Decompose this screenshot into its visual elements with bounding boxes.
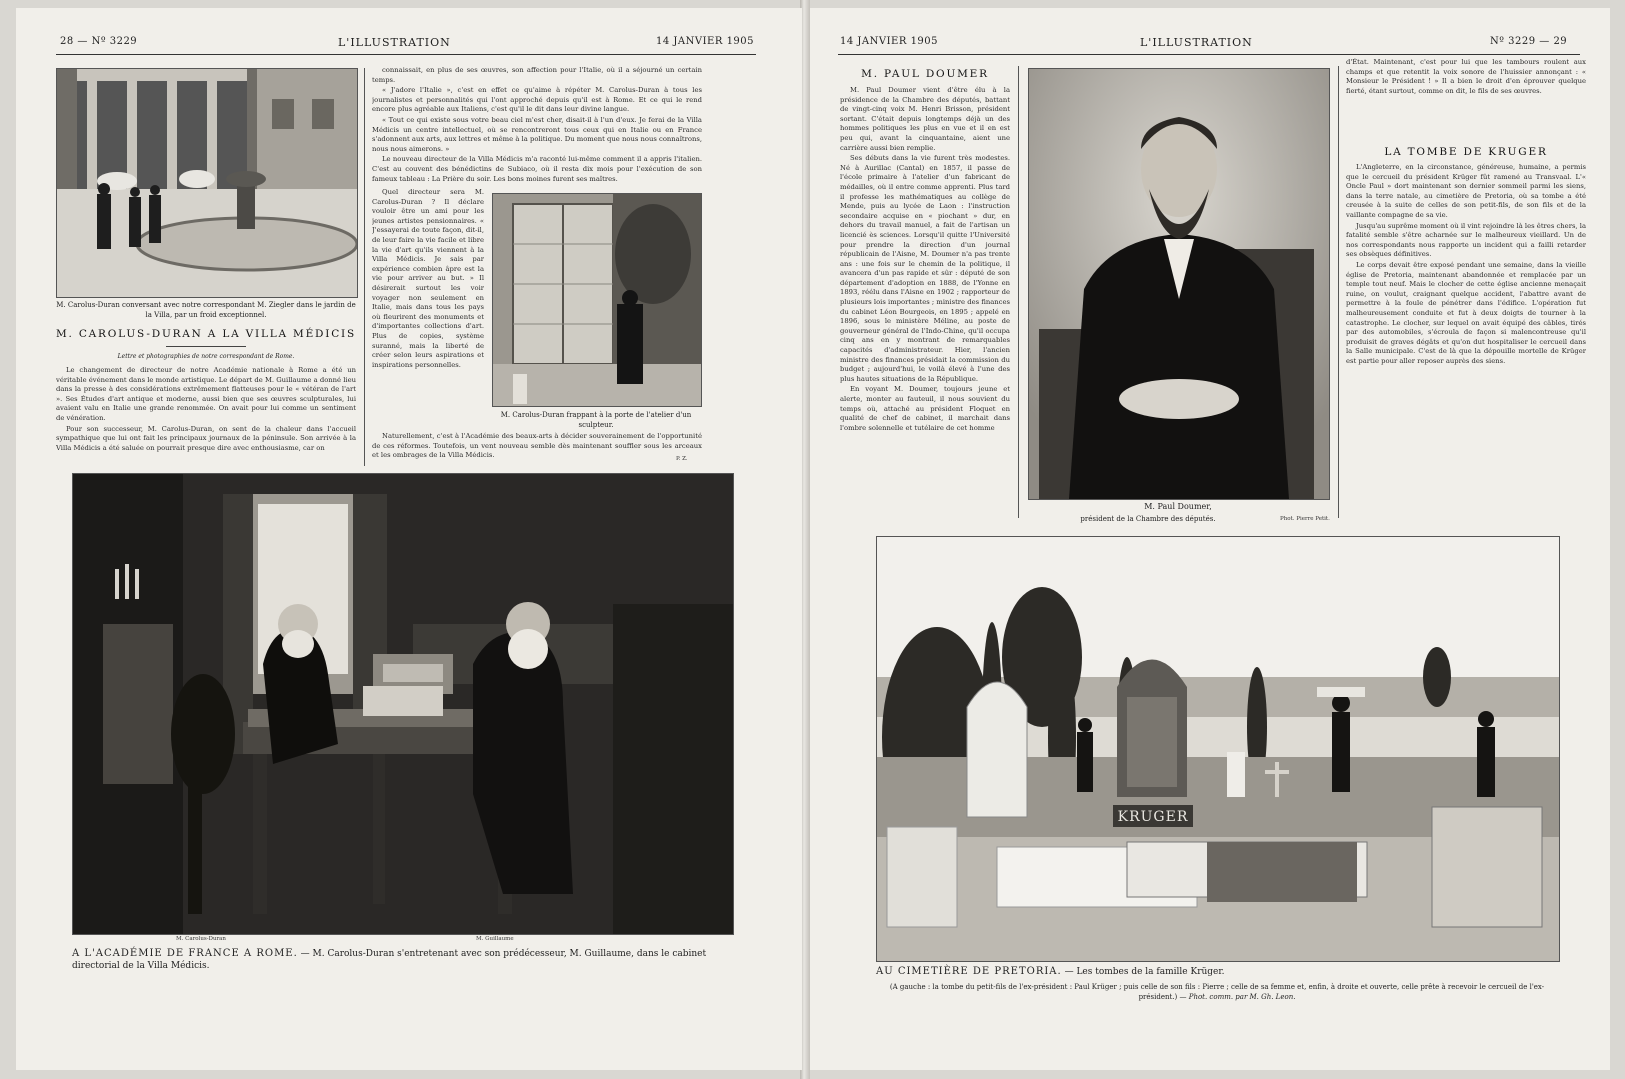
villa-garden-caption: M. Carolus-Duran conversant avec notre correspondant M. Ziegler dans le jardin de la Villa, par un froid exceptionnel.	[56, 301, 356, 319]
column-divider	[1018, 66, 1019, 518]
carolus-article-col2-side	[372, 188, 484, 428]
cemetery-caption-text: — Les tombes de la famille Krüger.	[1064, 967, 1225, 977]
kruger-paragraph: L'Angleterre, en la circonstance, généreuse, humaine, a permis que le cercueil du président Krüger fût ramené au Transvaal. L'« Oncle Paul » dort maintenant son dernier sommeil parmi les siens, dans la terre natale, au cimetière de Pretoria, où sa tombe a été creusée à la suite de celles de son petit-fils, de son fils et de la vaillante compagne de sa vie.	[1346, 163, 1586, 219]
left-page-number: 28 — Nº 3229	[60, 36, 138, 47]
doumer-portrait-name: M. Paul Doumer,	[1144, 502, 1212, 511]
doumer-article	[840, 86, 1010, 516]
carolus-article-title: M. CAROLUS-DURAN A LA VILLA MÉDICIS	[56, 328, 356, 340]
pretoria-cemetery-photo	[876, 536, 1560, 962]
col2-paragraph: connaissait, en plus de ses œuvres, son affection pour l'Italie, où il a séjourné un certain temps.	[372, 66, 702, 84]
doumer-paragraph: En voyant M. Doumer, toujours jeune et alerte, monter au fauteuil, il nous souvient du temps où, attaché au président Floquet en qualité de chef de cabinet, il marchait dans l'ombre solennelle et tutélaire de cet homme	[840, 385, 1010, 432]
cemetery-caption	[876, 966, 1558, 978]
col2-paragraph: Quel directeur sera M. Carolus-Duran ? Il déclare vouloir être un ami pour les jeunes artistes pensionnaires. « J'essayerai de toute façon, dit-il, de leur faire la vie facile et libre la vie d'art qu'ils viennent à la Villa Médicis. Je sais par expérience combien âpre est la vie pour arriver au but. » Il désirerait surtout les voir voyager non seulement en Italie, mais dans tous les pays où fleurirent des monuments et d'importantes collections d'art. Plus de copies, système suranné, mais la liberté de créer selon leurs aspirations et inspirations personnelles.	[372, 188, 484, 369]
left-masthead: L'ILLUSTRATION	[338, 36, 451, 49]
doumer-portrait-photo	[1028, 68, 1330, 500]
col2-paragraph: « Tout ce qui existe sous votre beau ciel m'est cher, disait-il à l'un d'eux. Je ferai de la Villa Médicis un centre intellectuel, où se rencontreront tous ceux qui en Italie ou en France s'adonnent aux arts, aux lettres et même à la politique. Du moment que nous nous connaîtrons, nous nous aimerons. »	[372, 115, 702, 153]
col1-paragraph: Le changement de directeur de notre Académie nationale à Rome a été un véritable événement dans le monde artistique. Le départ de M. Guillaume a donné lieu dans la presse à des considérations extrêmement flatteuses pour le « vétéran de l'art ». Ses Études d'art antique et moderne, aussi bien que ses œuvres sculpturales, lui avaient valu en Italie une grande renommée. On avait pour lui comme un sentiment de vénération.	[56, 366, 356, 422]
carolus-article-sub: Lettre et photographies de notre correspondant de Rome.	[117, 353, 295, 360]
photo-label-left: M. Carolus-Duran	[176, 936, 226, 942]
kruger-intro	[1346, 58, 1586, 148]
carolus-article-col2-end	[372, 432, 702, 462]
doumer-title: M. PAUL DOUMER	[861, 68, 989, 80]
kruger-paragraph: Le corps devait être exposé pendant une semaine, dans la vieille église de Pretoria, maintenant abandonnée et remplacée par un temple tout neuf. Mais le clocher de cette église ancienne menaçait ruine, on voulut, craignant quelque accident, l'abattre avant de permettre à la foule de pénétrer dans l'édifice. L'opération fut malheureusement conduite et fut à deux doigts de tourner à la catastrophe. Le clocher, sur lequel on avait équipé des câbles, tirés par des automobiles, s'écroula de façon si malencontreuse qu'il produisit de graves dégâts et qu'on dut hospitaliser le cercueil dans la Salle municipale. C'est de là que la dépouille mortelle de Krüger est partie pour aller reposer auprès des siens.	[1346, 260, 1586, 365]
col2-paragraph: Naturellement, c'est à l'Académie des beaux-arts à décider souverainement de l'opportunité de ces réformes. Toutefois, un vent nouveau semble dès maintenant souffler sous les arceaux et les ombrages de la Villa Médicis.	[372, 432, 702, 460]
academy-caption-title: A L'ACADÉMIE DE FRANCE A ROME.	[72, 948, 298, 959]
right-page-number: Nº 3229 — 29	[1490, 36, 1568, 47]
col2-paragraph: « J'adore l'Italie », c'est en effet ce qu'aime à répéter M. Carolus-Duran à tous les journalistes et personnalités qui l'ont approché depuis qu'il est à Rome. Et ce qui le rend encore plus agréable aux Italiens, c'est qu'il le dit dans leur divine langue.	[372, 86, 702, 114]
column-divider	[1338, 66, 1339, 518]
cemetery-photo-credit: Phot. comm. par M. Gh. Leon.	[1188, 993, 1296, 1001]
doumer-portrait-role: président de la Chambre des députés.	[1080, 515, 1216, 523]
left-page	[16, 8, 802, 1070]
cemetery-caption-detail-block	[876, 982, 1558, 1002]
right-masthead: L'ILLUSTRATION	[1140, 36, 1253, 49]
column-divider	[364, 68, 365, 466]
col1-paragraph: Pour son successeur, M. Carolus-Duran, on sent de la chaleur dans l'accueil sympathique que lui ont fait les principaux journaux de la péninsule. Son arrivée à la Villa Médicis a été saluée on pourrait presque dire avec enthousiasme, car on	[56, 424, 356, 452]
academy-caption	[72, 948, 732, 972]
article-signature: P. Z.	[676, 456, 688, 462]
col2-paragraph: Le nouveau directeur de la Villa Médicis m'a raconté lui-même comment il a appris l'italien. C'est au couvent des bénédictins de Subiaco, où il resta dix mois pour l'exécution de son fameux tableau : La Prière du soir. Les bons moines furent ses maîtres.	[372, 155, 702, 183]
kruger-article	[1346, 163, 1586, 519]
carolus-article-col1	[56, 366, 356, 466]
doumer-paragraph: Ses débuts dans la vie furent très modestes. Né à Aurillac (Cantal) en 1857, il passe de l'école primaire à l'atelier d'un fabricant de médailles, où il entre comme apprenti. Plus tard il professe les mathématiques au collège de Mende, puis au lycée de Laon : l'instruction secondaire acquise en « piochant » dur, en dehors du travail manuel, a fait de l'artisan un licencié ès sciences. Lorsqu'il quitte l'Université pour prendre la direction d'un journal républicain de l'Aisne, M. Doumer n'a pas trente ans : une fois sur le chemin de la politique, il avancera d'un pas rapide et sûr : député de son département d'adoption en 1888, de l'Yonne en 1893, réélu dans l'Aisne en 1902 ; rapporteur de plusieurs lois importantes ; ministre des finances du cabinet Léon Bourgeois, en 1895 ; appelé en 1896, sous le ministère Méline, au poste de gouverneur général de l'Indo-Chine, qu'il occupa cinq ans en y montrant de remarquables capacités d'administrateur. Hier, l'ancien ministre des finances présidait la commission du budget ; aujourd'hui, le voilà élevé à l'une des plus hautes situations de la République.	[840, 154, 1010, 383]
title-rule	[166, 346, 246, 347]
studio-door-caption: M. Carolus-Duran frappant à la porte de l'atelier d'un sculpteur.	[500, 411, 692, 429]
doumer-portrait-credit: Phot. Pierre Petit.	[1280, 516, 1330, 522]
left-page-date: 14 JANVIER 1905	[656, 36, 755, 47]
carolus-article-col2-top	[372, 66, 702, 186]
villa-garden-photo	[56, 68, 358, 298]
photo-label-right: M. Guillaume	[476, 936, 514, 942]
doumer-paragraph: M. Paul Doumer vient d'être élu à la présidence de la Chambre des députés, battant de vingt-cinq voix M. Henri Brisson, président sortant. C'était depuis longtemps déjà un des hommes politiques les plus en vue et il en est peu qui, avant la cinquantaine, aient une carrière aussi bien remplie.	[840, 86, 1010, 152]
right-page-date: 14 JANVIER 1905	[840, 36, 939, 47]
tomb-inscription-kruger: KRUGER	[1117, 809, 1189, 825]
academy-cabinet-photo	[72, 473, 734, 935]
kruger-title: LA TOMBE DE KRUGER	[1384, 146, 1548, 158]
cemetery-caption-title: AU CIMETIÈRE DE PRETORIA.	[876, 966, 1062, 977]
left-header-rule	[56, 54, 756, 55]
right-header-rule	[838, 54, 1580, 55]
kruger-paragraph: Jusqu'au suprême moment où il vint rejoindre là les êtres chers, la fatalité semble s'être acharnée sur le malheureux vieillard. Un de nos correspondants nous rapporte un incident qui a failli retarder ses obsèques définitives.	[1346, 221, 1586, 259]
academy-caption-text: — M. Carolus-Duran s'entretenant avec son prédécesseur, M. Guillaume, dans le cabinet directorial de la Villa Médicis.	[72, 949, 707, 971]
right-page	[810, 8, 1610, 1070]
studio-door-photo	[492, 193, 702, 407]
cemetery-caption-detail: (A gauche : la tombe du petit-fils de l'ex-président : Paul Krüger ; puis celle de son fils : Pierre ; celle de sa femme et, enfin, à droite et ouverte, celle prête à recevoir le cercueil de l'ex-président.) —	[889, 983, 1545, 1001]
kruger-intro-text: d'État. Maintenant, c'est pour lui que les tambours roulent aux champs et que retentit la voix sonore de l'huissier annonçant : « Monsieur le Président ! » Il a bien le droit d'en éprouver quelque fierté, étant surtout, comme on dit, le fils de ses œuvres.	[1346, 58, 1586, 95]
